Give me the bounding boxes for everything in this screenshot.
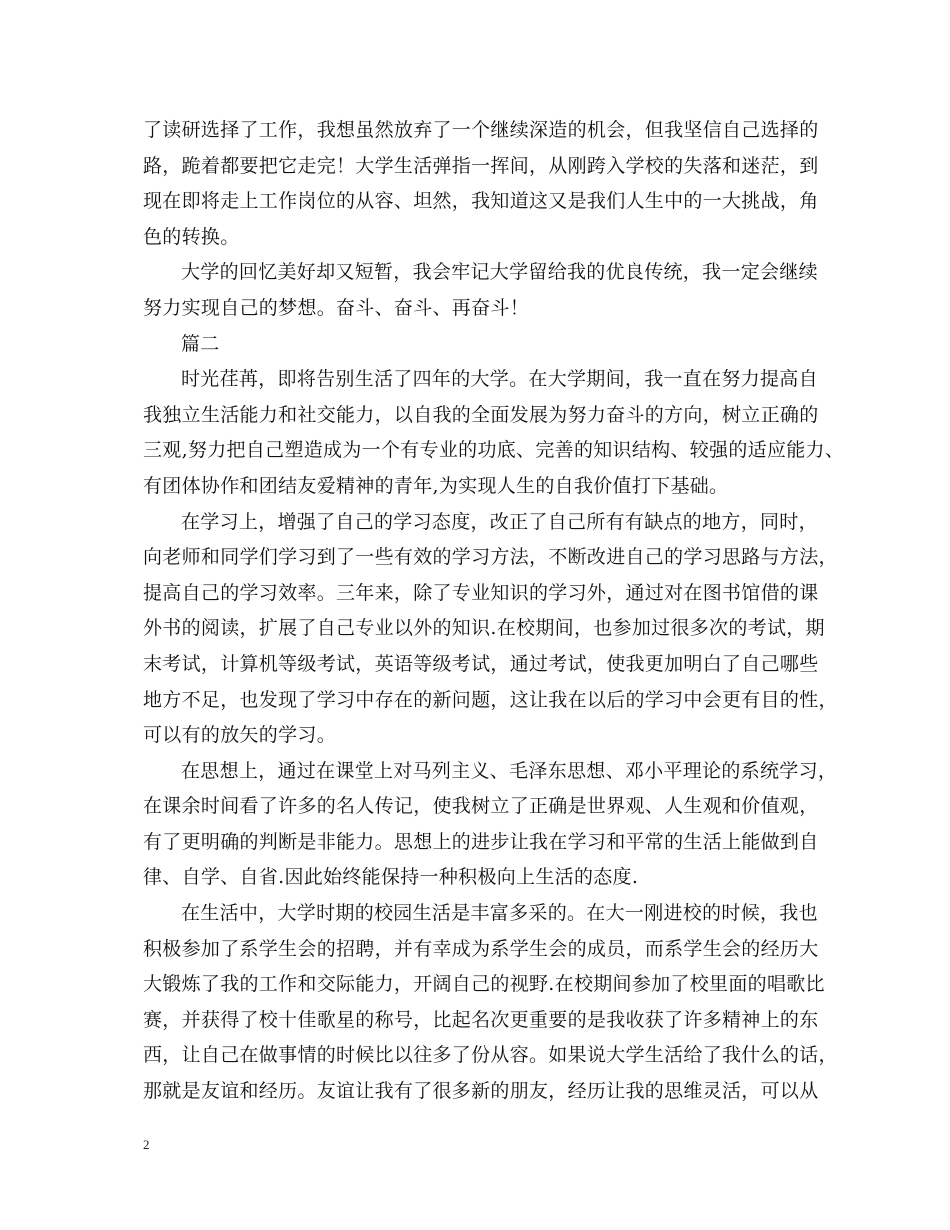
text-line: 可以有的放矢的学习。 <box>143 724 337 747</box>
text-line: 大学的回忆美好却又短暂，我会牢记大学留给我的优良传统，我一定会继续 <box>181 261 818 284</box>
text-line: 提高自己的学习效率。三年来，除了专业知识的学习外，通过对在图书馆借的课 <box>143 581 819 604</box>
text-line: 时光荏苒，即将告别生活了四年的大学。在大学期间，我一直在努力提高自 <box>181 368 818 391</box>
text-line: 有团体协作和团结友爱精神的青年,为实现人生的自我价值打下基础。 <box>143 474 729 497</box>
text-line: 了读研选择了工作，我想虽然放弃了一个继续深造的机会，但我坚信自己选择的 <box>143 119 819 141</box>
text-line: 努力实现自己的梦想。奋斗、奋斗、再奋斗！ <box>143 296 530 319</box>
text-line: 篇二 <box>181 332 220 355</box>
text-line: 现在即将走上工作岗位的从容、坦然，我知道这又是我们人生中的一大挑战，角 <box>143 190 819 213</box>
document-body <box>143 113 845 1110</box>
text-line: 赛，并获得了校十佳歌星的称号，比起名次更重要的是我收获了许多精神上的东 <box>143 1008 819 1031</box>
text-line: 在思想上，通过在课堂上对马列主义、毛泽东思想、邓小平理论的系统学习， <box>181 759 838 782</box>
text-line: 西，让自己在做事情的时候比以往多了份从容。如果说大学生活给了我什么的话， <box>143 1044 838 1067</box>
text-line: 末考试，计算机等级考试，英语等级考试，通过考试，使我更加明白了自己哪些 <box>143 652 819 675</box>
text-line: 我独立生活能力和社交能力，以自我的全面发展为努力奋斗的方向，树立正确的 <box>143 403 819 426</box>
text-line: 那就是友谊和经历。友谊让我有了很多新的朋友，经历让我的思维灵活，可以从 <box>143 1080 819 1103</box>
text-line: 色的转换。 <box>143 225 240 248</box>
text-line: 在学习上，增强了自己的学习态度，改正了自己所有有缺点的地方，同时， <box>181 510 818 533</box>
text-line: 路，跪着都要把它走完！大学生活弹指一挥间，从刚跨入学校的失落和迷茫，到 <box>143 154 819 177</box>
text-line: 在生活中，大学时期的校园生活是丰富多采的。在大一刚进校的时候，我也 <box>181 902 818 925</box>
text-line: 律、自学、自省.因此始终能保持一种积极向上生活的态度. <box>143 866 639 889</box>
text-line: 外书的阅读，扩展了自己专业以外的知识.在校期间，也参加过很多次的考试，期 <box>143 617 825 640</box>
text-line: 地方不足，也发现了学习中存在的新问题，这让我在以后的学习中会更有目的性， <box>143 688 838 711</box>
text-line: 大锻炼了我的工作和交际能力，开阔自己的视野.在校期间参加了校里面的唱歌比 <box>143 973 825 996</box>
text-line: 积极参加了系学生会的招聘，并有幸成为系学生会的成员，而系学生会的经历大 <box>143 937 819 960</box>
page-number: 2 <box>143 1137 150 1152</box>
text-line: 在课余时间看了许多的名人传记，使我树立了正确是世界观、人生观和价值观， <box>143 795 819 818</box>
text-line: 向老师和同学们学习到了一些有效的学习方法，不断改进自己的学习思路与方法， <box>143 546 838 569</box>
text-line: 有了更明确的判断是非能力。思想上的进步让我在学习和平常的生活上能做到自 <box>143 830 819 853</box>
text-line: 三观,努力把自己塑造成为一个有专业的功底、完善的知识结构、较强的适应能力、 <box>143 439 845 462</box>
